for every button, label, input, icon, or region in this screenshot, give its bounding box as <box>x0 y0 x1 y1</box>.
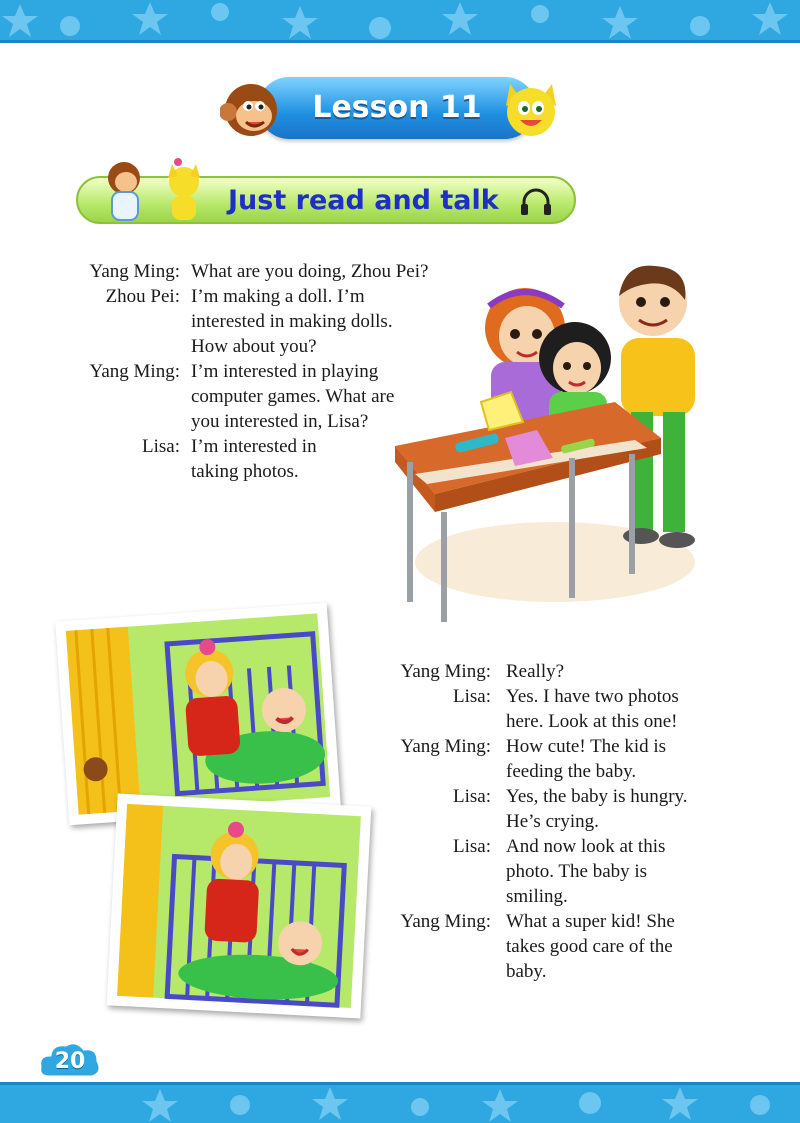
dialogue-2-line <box>0 934 780 959</box>
speaker-name: Yang Ming: <box>400 911 491 932</box>
speaker-name: Yang Ming: <box>89 261 180 282</box>
bottom-border-band <box>0 1082 800 1123</box>
dialogue-2-line <box>0 834 780 859</box>
dialogue-text: photo. The baby is <box>506 861 648 882</box>
dialogue-text: What a super kid! She <box>506 911 675 932</box>
dialogue-2-line <box>0 734 780 759</box>
dialogue-2-line <box>0 809 780 834</box>
dialogue-text: Yes, the baby is hungry. <box>506 786 688 807</box>
dialogue-2-line <box>0 759 780 784</box>
dialogue-text: I’m interested in <box>191 436 317 457</box>
page-number-badge <box>38 1041 102 1083</box>
dialogue-text: here. Look at this one! <box>506 711 678 732</box>
kids-mascot-icon <box>88 156 218 226</box>
dialogue-text: taking photos. <box>191 461 299 482</box>
dialogue-text: I’m interested in playing <box>191 361 379 382</box>
speaker-name: Yang Ming: <box>400 736 491 757</box>
page-number: 20 <box>54 1049 86 1074</box>
star-pattern <box>0 0 800 40</box>
section-title: Just read and talk <box>228 185 499 216</box>
dialogue-2-line <box>0 959 780 984</box>
dialogue-text: How about you? <box>191 336 317 357</box>
cat-mascot-icon <box>500 78 562 140</box>
dialogue-text: smiling. <box>506 886 568 907</box>
dialogue-text: computer games. What are <box>191 386 395 407</box>
dialogue-text: feeding the baby. <box>506 761 637 782</box>
dialogue-text: What are you doing, Zhou Pei? <box>191 261 429 282</box>
dialogue-text: takes good care of the <box>506 936 673 957</box>
lesson-header <box>258 77 536 139</box>
section-header <box>76 176 576 224</box>
dialogue-text: baby. <box>506 961 547 982</box>
dialogue-2-line <box>0 884 780 909</box>
speaker-name: Yang Ming: <box>89 361 180 382</box>
speaker-name: Lisa: <box>453 786 491 807</box>
headphones-icon[interactable] <box>518 188 554 216</box>
dialogue-2 <box>0 659 780 984</box>
kids-at-desk-illustration <box>385 262 700 622</box>
speaker-name: Lisa: <box>142 436 180 457</box>
dialogue-2-line <box>0 709 780 734</box>
dialogue-2-line <box>0 784 780 809</box>
dialogue-2-line <box>0 859 780 884</box>
dialogue-text: you interested in, Lisa? <box>191 411 369 432</box>
speaker-name: Lisa: <box>453 686 491 707</box>
star-pattern <box>0 1085 800 1123</box>
dialogue-text: I’m making a doll. I’m <box>191 286 365 307</box>
dialogue-text: How cute! The kid is <box>506 736 667 757</box>
dialogue-text: Really? <box>506 661 565 682</box>
dialogue-text: Yes. I have two photos <box>506 686 679 707</box>
speaker-name: Yang Ming: <box>400 661 491 682</box>
dialogue-text: He’s crying. <box>506 811 599 832</box>
lesson-title: Lesson 11 <box>312 90 482 125</box>
dialogue-text: interested in making dolls. <box>191 311 393 332</box>
dialogue-text: And now look at this <box>506 836 666 857</box>
speaker-name: Lisa: <box>453 836 491 857</box>
dialogue-2-line <box>0 659 780 684</box>
dialogue-2-line <box>0 684 780 709</box>
monkey-mascot-icon <box>220 78 282 140</box>
top-border-band <box>0 0 800 43</box>
speaker-name: Zhou Pei: <box>105 286 180 307</box>
dialogue-2-line <box>0 909 780 934</box>
